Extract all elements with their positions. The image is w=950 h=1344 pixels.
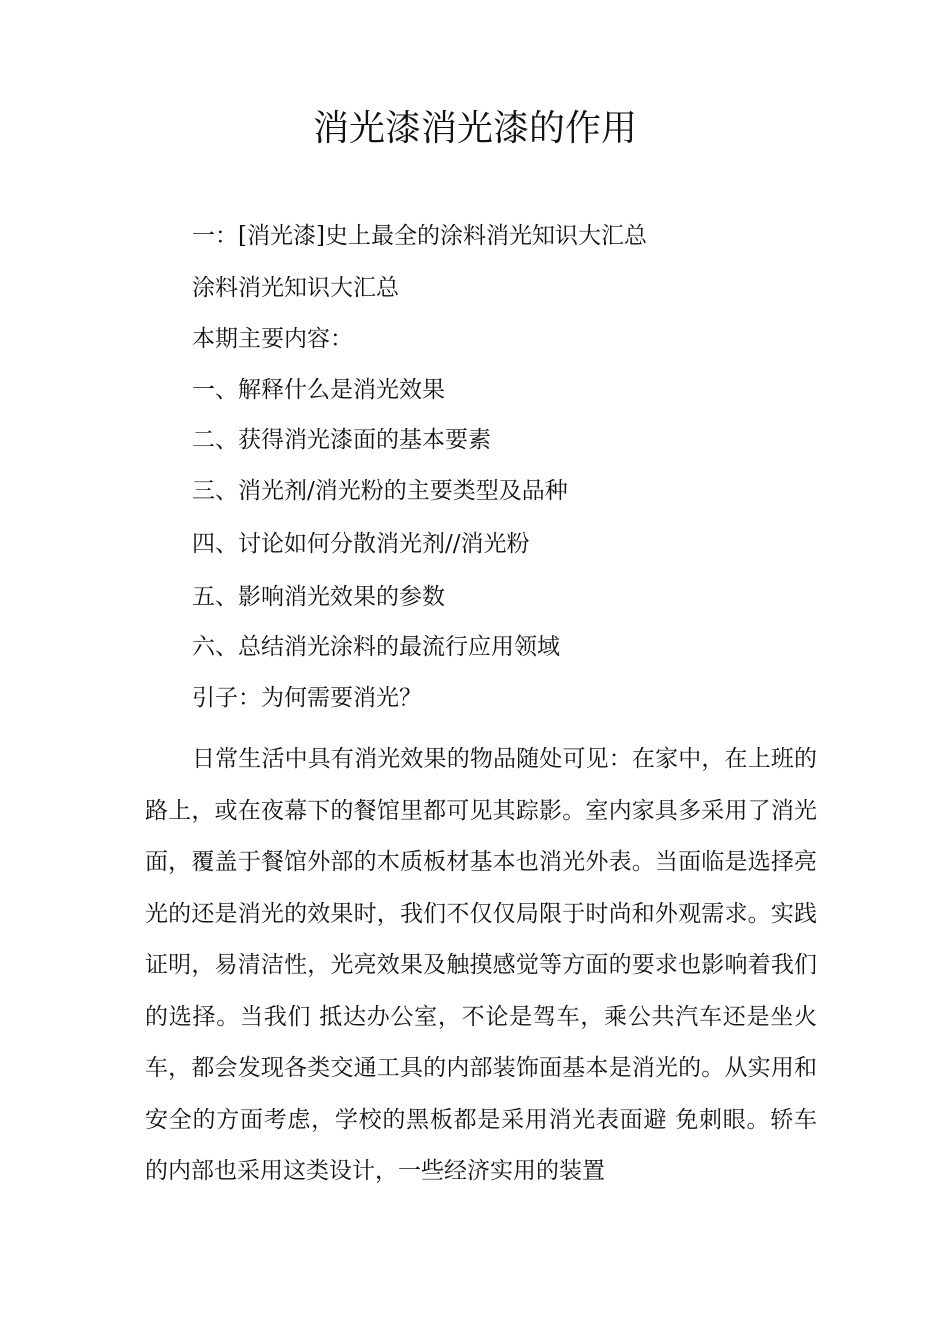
contents-item-4: 四、讨论如何分散消光剂//消光粉 <box>192 531 530 557</box>
document-title: 消光漆消光漆的作用 <box>312 108 637 149</box>
heading-line: 一：[消光漆]史上最全的涂料消光知识大汇总 <box>192 223 647 249</box>
subheading-line: 涂料消光知识大汇总 <box>192 275 399 301</box>
body-paragraph: 日常生活中具有消光效果的物品随处可见：在家中，在上班的路上，或在夜幕下的餐馆里都可见其踪影。室内家具多采用了消光面，覆盖于餐馆外部的木质板材基本也消光外表。当面临是选择亮光的还是消光的效果时，我们不仅仅局限于时尚和外观需求。实践证明，易清洁性，光亮效果及触摸感觉等方面的要求也影响着我们的选择。当我们 抵达办公室，不论是驾车，乘公共汽车还是坐火车，都会发现各类交通工具的内部装饰面基本是消光的。从实用和安全的方面考虑，学校的黑板都是采用消光表面避 免刺眼。轿车的内部也采用这类设计，一些经济实用的装置 <box>145 746 817 1184</box>
intro-heading: 引子：为何需要消光？ <box>192 685 422 711</box>
contents-item-5: 五、影响消光效果的参数 <box>192 584 445 610</box>
contents-label: 本期主要内容： <box>192 326 353 352</box>
contents-item-6: 六、总结消光涂料的最流行应用领域 <box>192 634 560 660</box>
contents-item-1: 一、解释什么是消光效果 <box>192 377 445 403</box>
contents-item-2: 二、获得消光漆面的基本要素 <box>192 427 491 453</box>
contents-item-3: 三、消光剂/消光粉的主要类型及品种 <box>192 478 568 504</box>
